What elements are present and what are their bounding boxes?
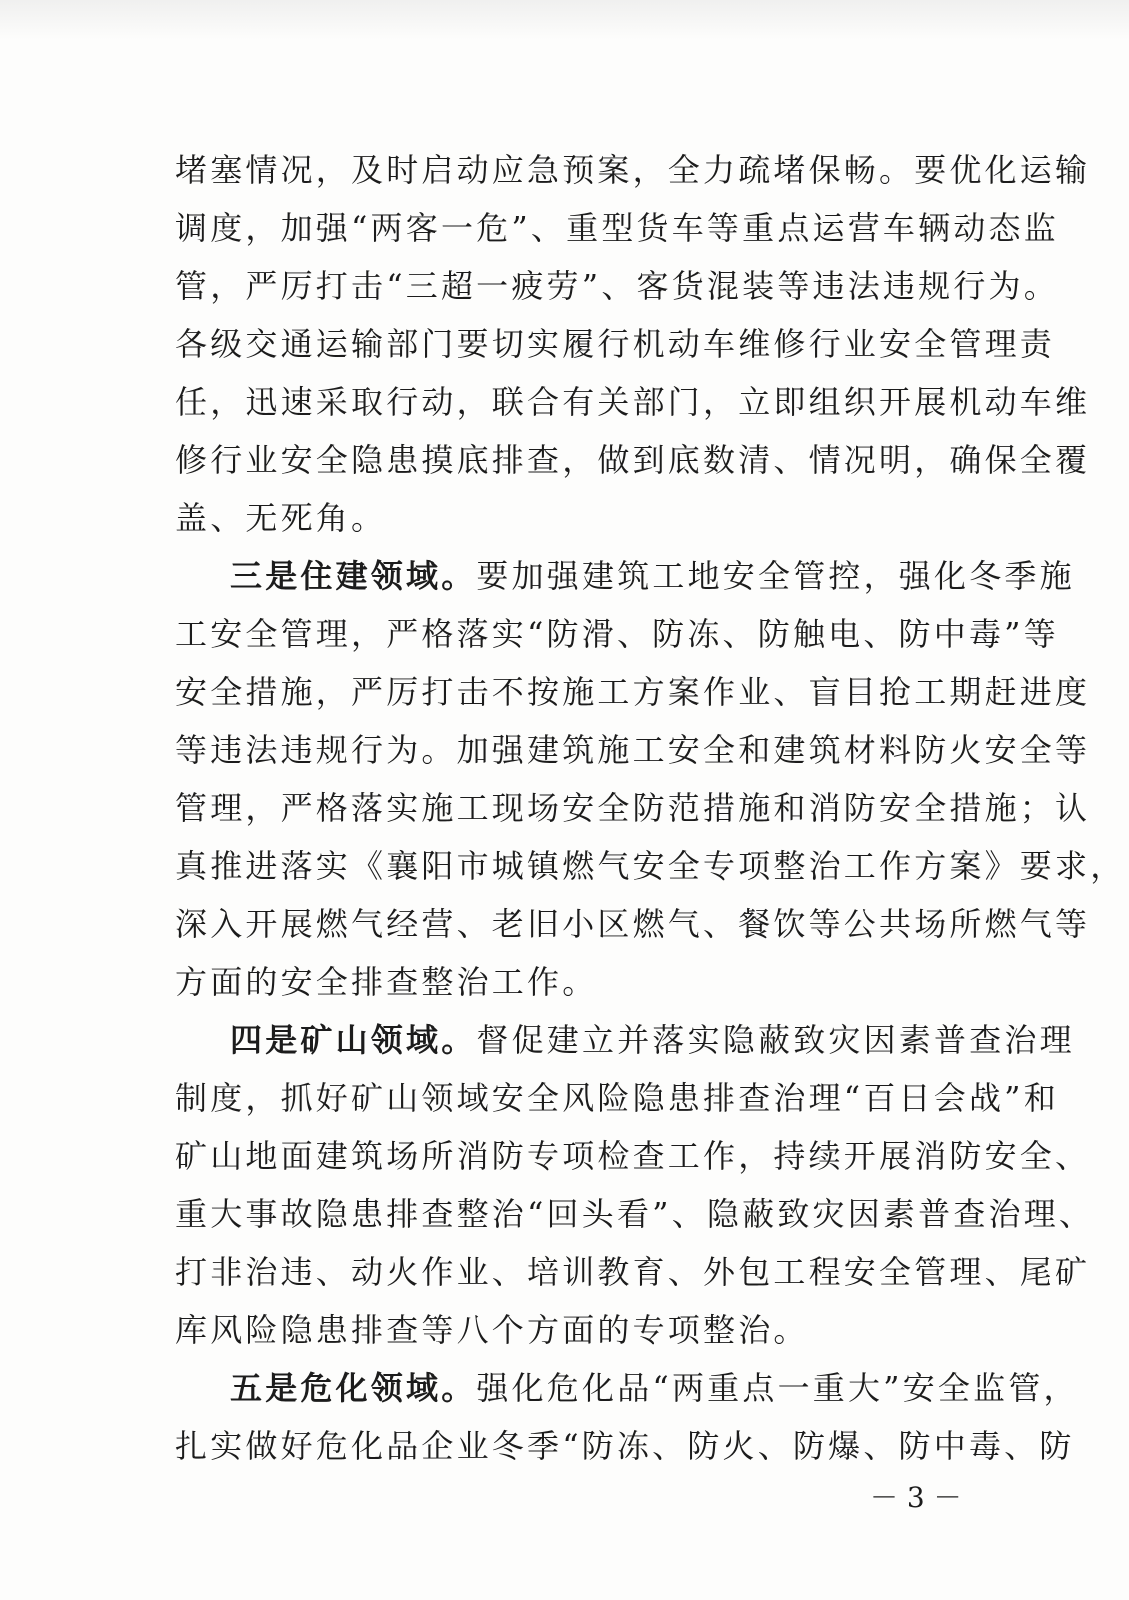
section-heading-mining: 四是矿山领域。 [230,1021,477,1059]
text-line: 方面的安全排查整治工作。 [175,963,598,1001]
text-line: 工安全管理，严格落实“防滑、防冻、防触电、防中毒”等 [175,615,1059,653]
text-run: 强化危化品“两重点一重大”安全监管， [476,1369,1079,1407]
text-line: 等违法违规行为。加强建筑施工安全和建筑材料防火安全等 [175,731,1091,769]
text-line: 深入开展燃气经营、老旧小区燃气、餐饮等公共场所燃气等 [175,905,1091,943]
paragraph-first-line [230,1011,1075,1069]
section-heading-housing: 三是住建领域。 [230,557,477,595]
paragraph-first-line [230,1359,1079,1417]
paragraph-first-line [230,547,1075,605]
text-line: 库风险隐患排查等八个方面的专项整治。 [175,1311,809,1349]
text-line: 管，严厉打击“三超一疲劳”、客货混装等违法违规行为。 [175,267,1059,305]
text-line: 盖、无死角。 [175,499,387,537]
scan-edge-shadow [0,0,1129,40]
text-line: 调度，加强“两客一危”、重型货车等重点运营车辆动态监 [175,209,1059,247]
text-line: 真推进落实《襄阳市城镇燃气安全专项整治工作方案》要求， [175,847,1126,885]
text-line: 重大事故隐患排查整治“回头看”、隐蔽致灾因素普查治理、 [175,1195,1095,1233]
text-line: 扎实做好危化品企业冬季“防冻、防火、防爆、防中毒、防 [175,1427,1075,1465]
text-line: 安全措施，严厉打击不按施工方案作业、盲目抢工期赶进度 [175,673,1091,711]
text-line: 矿山地面建筑场所消防专项检查工作，持续开展消防安全、 [175,1137,1091,1175]
page-number: － 3 － [870,1481,962,1514]
text-line: 修行业安全隐患摸底排查，做到底数清、情况明，确保全覆 [175,441,1091,479]
text-run: 督促建立并落实隐蔽致灾因素普查治理 [476,1021,1075,1059]
text-line: 管理，严格落实施工现场安全防范措施和消防安全措施；认 [175,789,1091,827]
text-line: 各级交通运输部门要切实履行机动车维修行业安全管理责 [175,325,1056,363]
text-line: 制度，抓好矿山领域安全风险隐患排查治理“百日会战”和 [175,1079,1059,1117]
text-run: 要加强建筑工地安全管控，强化冬季施 [476,557,1075,595]
text-line: 堵塞情况，及时启动应急预案，全力疏堵保畅。要优化运输 [175,151,1091,189]
section-heading-hazmat: 五是危化领域。 [230,1369,477,1407]
text-line: 任，迅速采取行动，联合有关部门，立即组织开展机动车维 [175,383,1091,421]
text-line: 打非治违、动火作业、培训教育、外包工程安全管理、尾矿 [175,1253,1091,1291]
